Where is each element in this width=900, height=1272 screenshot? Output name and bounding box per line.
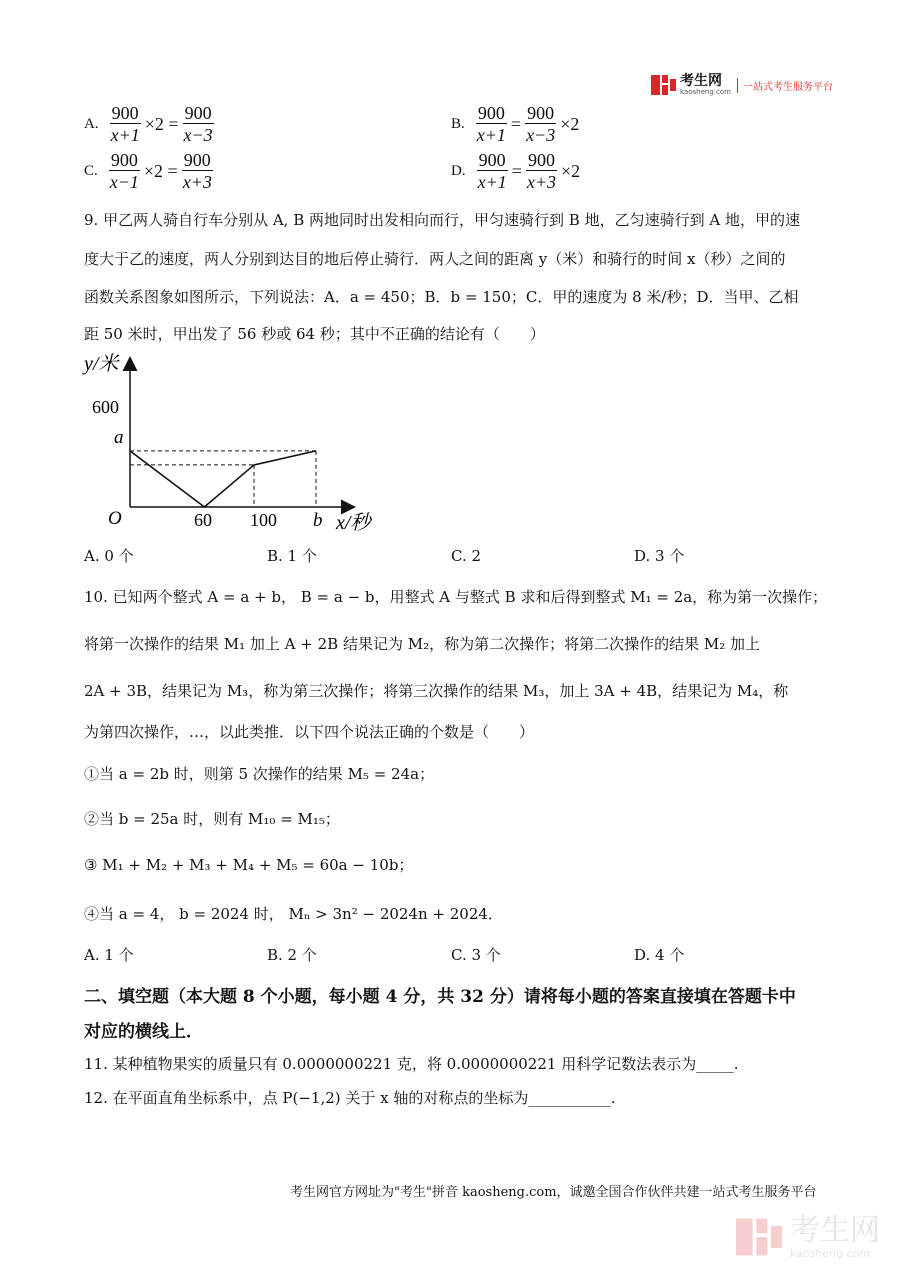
q9-line-2: 度大于乙的速度，两人分别到达目的地后停止骑行．两人之间的距离 y（米）和骑行的时间 x（秒）之间的	[84, 250, 786, 268]
q10-line-3: 2A + 3B，结果记为 M₃，称为第三次操作；将第三次操作的结果 M₃，加上 3A + 4B，结果记为 M₄，称	[84, 682, 789, 700]
logo-en: kaosheng.com	[680, 87, 731, 96]
q10-option-c: C. 3 个	[451, 946, 501, 964]
numerator: 900	[527, 150, 555, 170]
option-label: B.	[451, 116, 465, 132]
watermark	[736, 1214, 880, 1260]
y-axis-label: y/米	[84, 353, 119, 375]
q10-line-4: 为第四次操作，…，以此类推．以下四个说法正确的个数是（ ）	[84, 723, 535, 741]
numerator: 900	[477, 103, 505, 123]
q8-option-a	[84, 103, 215, 146]
q9-option-b: B. 1 个	[267, 547, 317, 565]
option-label: D.	[451, 163, 466, 179]
x-tick-60: 60	[194, 510, 212, 530]
footer-text: 考生网官方网址为"考生"拼音 kaosheng.com，诚邀全国合作伙伴共建一站式考生服务平台	[290, 1185, 817, 1200]
denominator: x+1	[477, 172, 507, 192]
x-tick-100: 100	[250, 510, 277, 530]
q8-option-c	[84, 150, 214, 193]
numerator: 900	[111, 103, 139, 123]
operator: ×2 =	[143, 161, 178, 181]
denominator: x−3	[526, 125, 556, 145]
watermark-cn: 考生网	[790, 1212, 880, 1248]
denominator: x+3	[182, 172, 212, 192]
q9-option-d: D. 3 个	[634, 547, 685, 565]
header-logo	[651, 73, 833, 97]
denominator: x+1	[110, 125, 140, 145]
q8-option-d	[451, 150, 583, 193]
x-tick-b: b	[313, 510, 323, 531]
option-label: C.	[84, 163, 98, 179]
operator: ×2 =	[144, 114, 179, 134]
watermark-en: kaosheng.com	[790, 1246, 871, 1260]
q10-option-b: B. 2 个	[267, 946, 317, 964]
q9-line-4: 距 50 米时，甲出发了 56 秒或 64 秒；其中不正确的结论有（ ）	[84, 325, 545, 343]
logo-cn: 考生网	[680, 72, 722, 89]
denominator: x−3	[183, 125, 213, 145]
q9-line-1: 9. 甲乙两人骑自行车分别从 A, B 两地同时出发相向而行，甲匀速骑行到 B 地，乙匀速骑行到 A 地，甲的速	[84, 211, 800, 229]
q9-function-graph	[70, 345, 390, 540]
q9-option-c: C. 2	[451, 547, 482, 565]
y-tick-600: 600	[92, 397, 119, 417]
operator-tail: ×2	[560, 114, 580, 134]
operator-tail: ×2	[561, 161, 581, 181]
q10-statement-4: ④当 a = 4， b = 2024 时， Mₙ > 3n² − 2024n + 2024．	[84, 905, 503, 923]
denominator: x+1	[476, 125, 506, 145]
logo-slogan: 一站式考生服务平台	[737, 78, 833, 93]
operator: =	[511, 161, 522, 181]
q10-line-2: 将第一次操作的结果 M₁ 加上 A + 2B 结果记为 M₂，称为第二次操作；将第二次操作的结果 M₂ 加上	[84, 635, 760, 653]
numerator: 900	[110, 150, 138, 170]
q11-text: 11. 某种植物果实的质量只有 0.0000000221 克，将 0.0000000221 用科学记数法表示为_____.	[84, 1055, 739, 1073]
numerator: 900	[183, 150, 211, 170]
x-axis-label: x/秒	[336, 512, 371, 534]
origin-label: O	[108, 508, 122, 529]
numerator: 900	[184, 103, 212, 123]
q10-option-a: A. 1 个	[84, 946, 134, 964]
q9-option-a: A. 0 个	[84, 547, 134, 565]
operator: =	[510, 114, 522, 134]
q12-text: 12. 在平面直角坐标系中，点 P(−1,2) 关于 x 轴的对称点的坐标为___________.	[84, 1089, 616, 1107]
kaosheng-logo-icon	[651, 73, 677, 97]
q10-statement-2: ②当 b = 25a 时，则有 M₁₀ = M₁₅；	[84, 810, 340, 828]
section-2-heading-line-1: 二、填空题（本大题 8 个小题，每小题 4 分，共 32 分）请将每小题的答案直接填在答题卡中	[84, 987, 796, 1007]
denominator: x−1	[109, 172, 139, 192]
q8-option-b	[451, 103, 582, 146]
q10-line-1: 10. 已知两个整式 A = a + b， B = a − b，用整式 A 与整式 B 求和后得到整式 M₁ = 2a，称为第一次操作；	[84, 588, 828, 606]
denominator: x+3	[526, 172, 557, 192]
numerator: 900	[478, 150, 506, 170]
section-2-heading-line-2: 对应的横线上．	[84, 1022, 203, 1042]
q9-line-3: 函数关系图象如图所示，下列说法：A．a = 450；B．b = 150；C．甲的速度为 8 米/秒；D．当甲、乙相	[84, 288, 799, 306]
y-tick-a: a	[114, 427, 124, 448]
series-line	[130, 451, 316, 507]
option-label: A.	[84, 116, 99, 132]
watermark-logo-icon	[736, 1214, 784, 1260]
numerator: 900	[527, 103, 555, 123]
q10-statement-1: ①当 a = 2b 时，则第 5 次操作的结果 M₅ = 24a；	[84, 765, 435, 783]
q10-statement-3: ③ M₁ + M₂ + M₃ + M₄ + M₅ = 60a − 10b；	[84, 856, 414, 874]
q10-option-d: D. 4 个	[634, 946, 685, 964]
